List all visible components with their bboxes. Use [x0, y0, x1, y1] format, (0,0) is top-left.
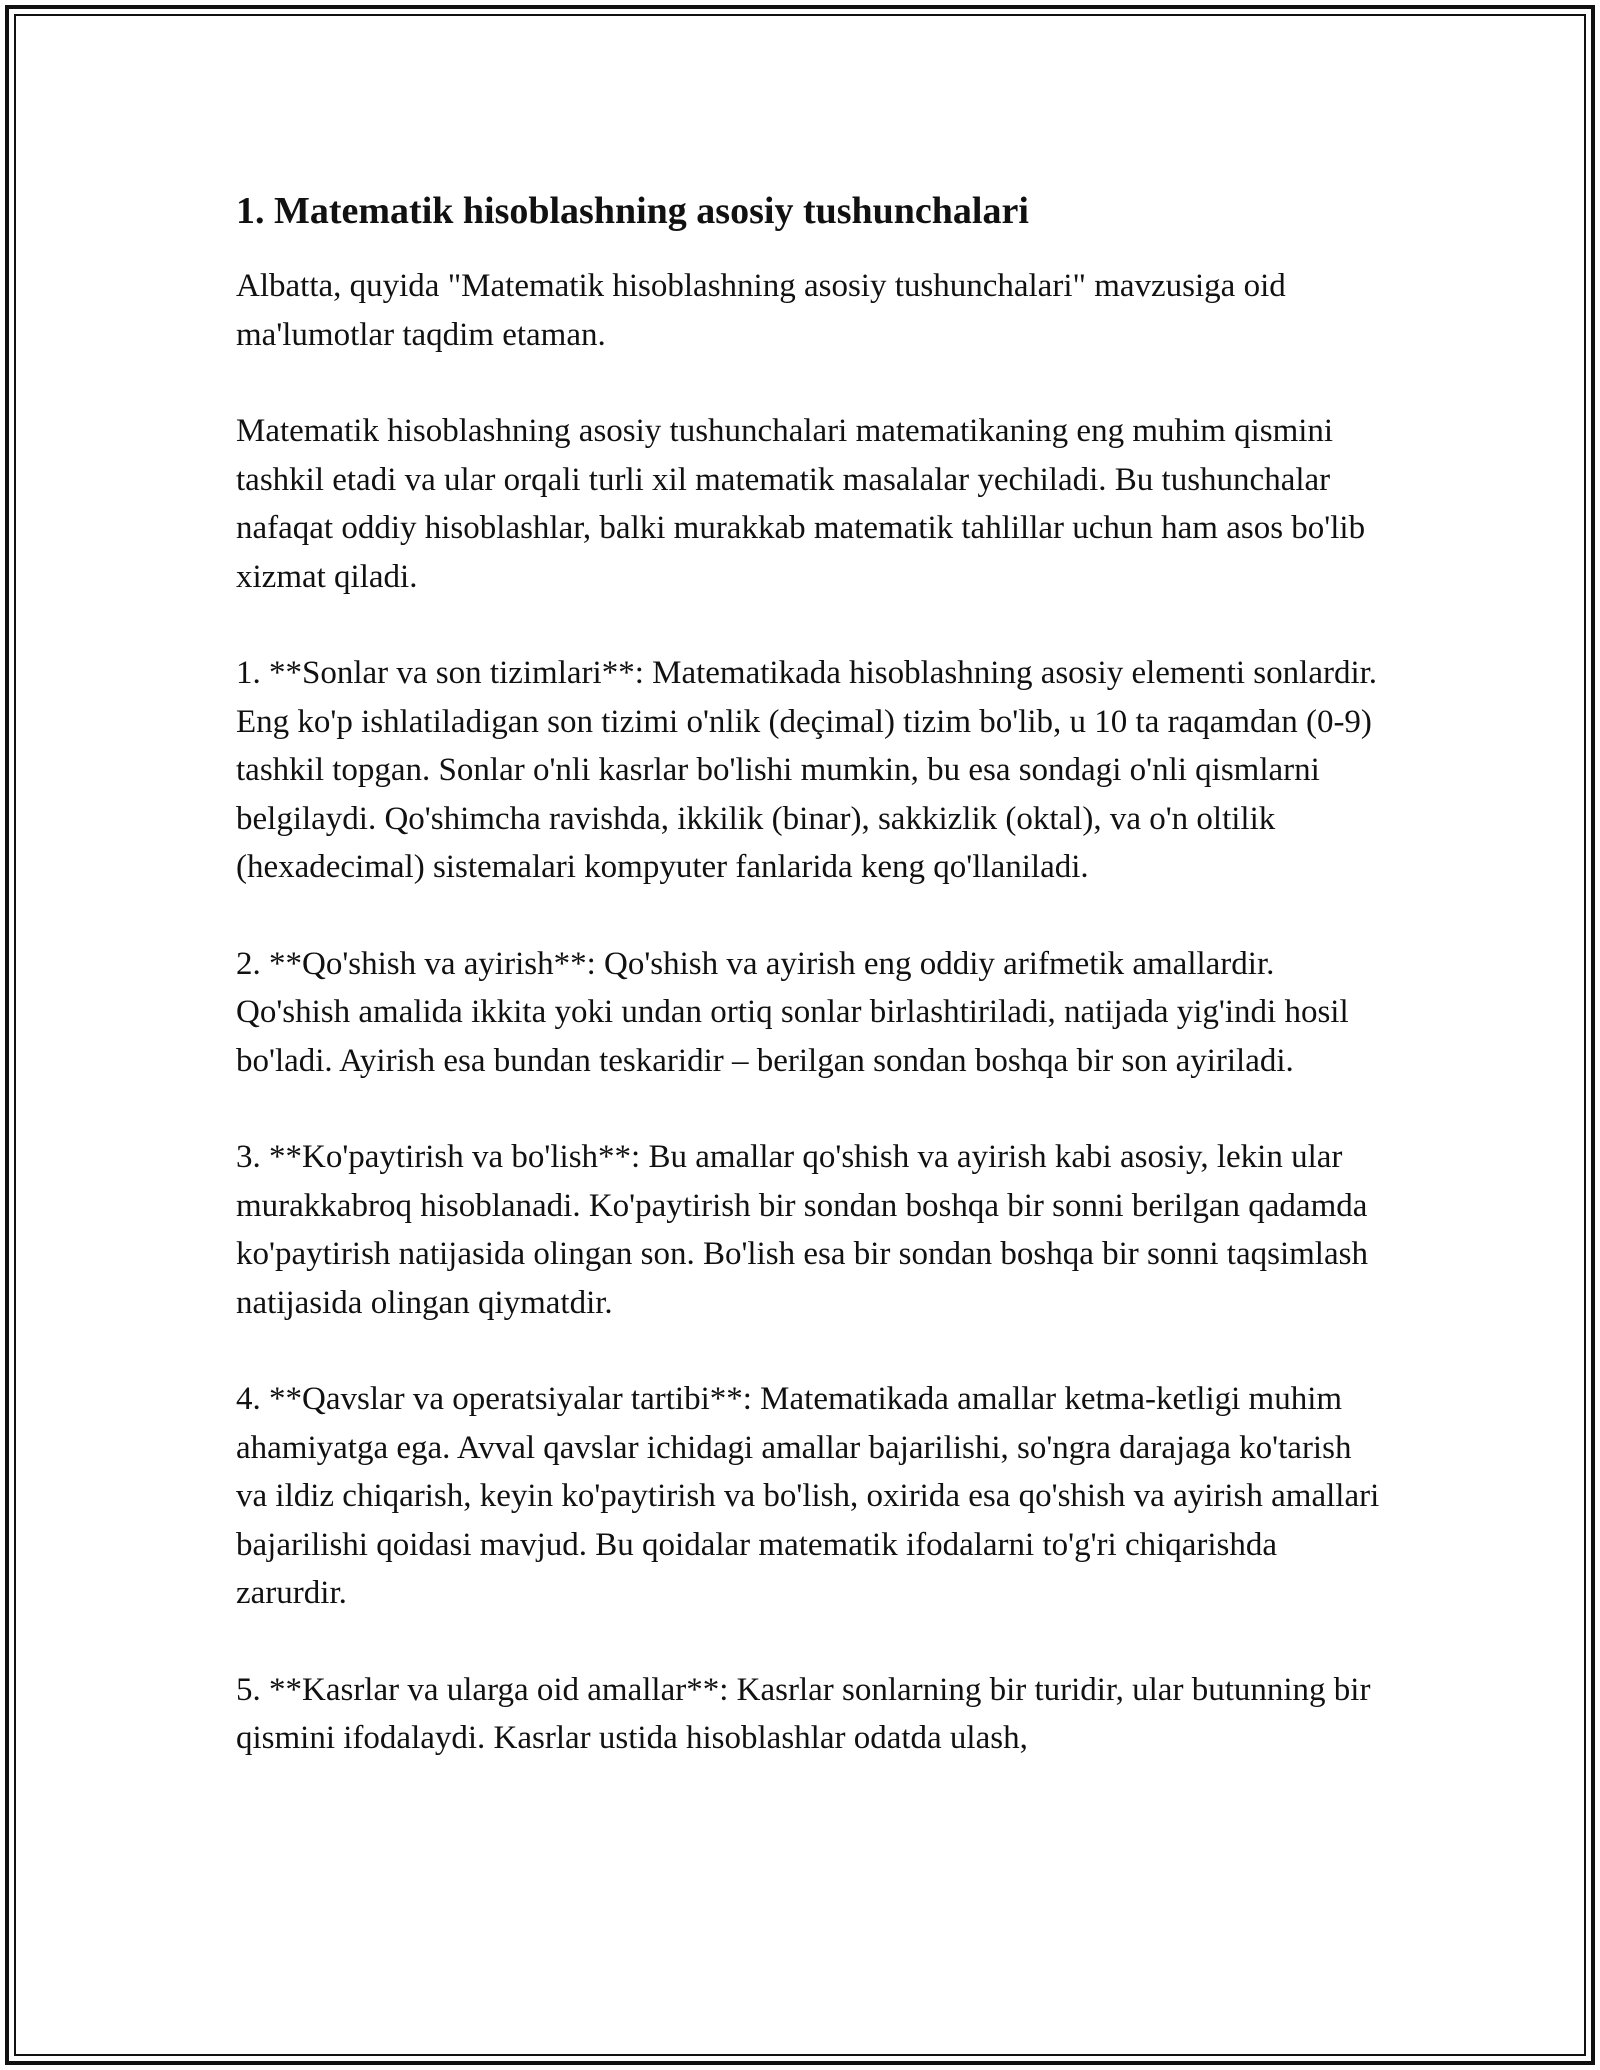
item-addition-paragraph: 2. **Qo'shish va ayirish**: Qo'shish va ayirish eng oddiy arifmetik amallardir. Qo'shish amalida ikkita yoki undan ortiq sonlar birlashtiriladi, natijada yig'indi hosil bo'ladi. Ayirish esa bundan teskaridir – berilgan sondan boshqa bir son ayiriladi. [236, 945, 1349, 1079]
document-body [236, 186, 1386, 1811]
intro-paragraph: Albatta, quyida "Matematik hisoblashning asosiy tushunchalari" mavzusiga oid ma'lumotlar taqdim etaman. [236, 268, 1286, 353]
item-numbers-paragraph: 1. **Sonlar va son tizimlari**: Matematikada hisoblashning asosiy elementi sonlardir. Eng ko'p ishlatiladigan son tizimi o'nlik (deçimal) tizim bo'lib, u 10 ta raqamdan (0-9) tashkil topgan. Sonlar o'nli kasrlar bo'lishi mumkin, bu esa sondagi o'nli qismlarni belgilaydi. Qo'shimcha ravishda, ikkilik (binar), sakkizlik (oktal), va o'n oltilik (hexadecimal) sistemalari kompyuter fanlarida keng qo'llaniladi. [236, 655, 1378, 885]
section-heading: 1. Matematik hisoblashning asosiy tushunchalari [236, 190, 1029, 232]
overview-paragraph: Matematik hisoblashning asosiy tushunchalari matematikaning eng muhim qismini tashkil etadi va ular orqali turli xil matematik masalalar yechiladi. Bu tushunchalar nafaqat oddiy hisoblashlar, balki murakkab matematik tahlillar uchun ham asos bo'lib xizmat qiladi. [236, 413, 1366, 595]
item-order-of-operations-paragraph: 4. **Qavslar va operatsiyalar tartibi**: Matematikada amallar ketma-ketligi muhim ahamiyatga ega. Avval qavslar ichidagi amallar bajarilishi, so'ngra darajaga ko'tarish va ildiz chiqarish, keyin ko'paytirish va bo'lish, oxirida esa qo'shish va ayirish amallari bajarilishi qoidasi mavjud. Bu qoidalar matematik ifodalarni to'g'ri chiqarishda zarurdir. [236, 1381, 1380, 1611]
item-multiplication-paragraph: 3. **Ko'paytirish va bo'lish**: Bu amallar qo'shish va ayirish kabi asosiy, lekin ular murakkabroq hisoblanadi. Ko'paytirish bir sondan boshqa bir sonni berilgan qadamda ko'paytirish natijasida olingan son. Bo'lish esa bir sondan boshqa bir sonni taqsimlash natijasida olingan qiymatdir. [236, 1139, 1368, 1321]
item-fractions-paragraph: 5. **Kasrlar va ularga oid amallar**: Kasrlar sonlarning bir turidir, ular butunning bir qismini ifodalaydi. Kasrlar ustida hisoblashlar odatda ulash, [236, 1671, 1371, 1756]
